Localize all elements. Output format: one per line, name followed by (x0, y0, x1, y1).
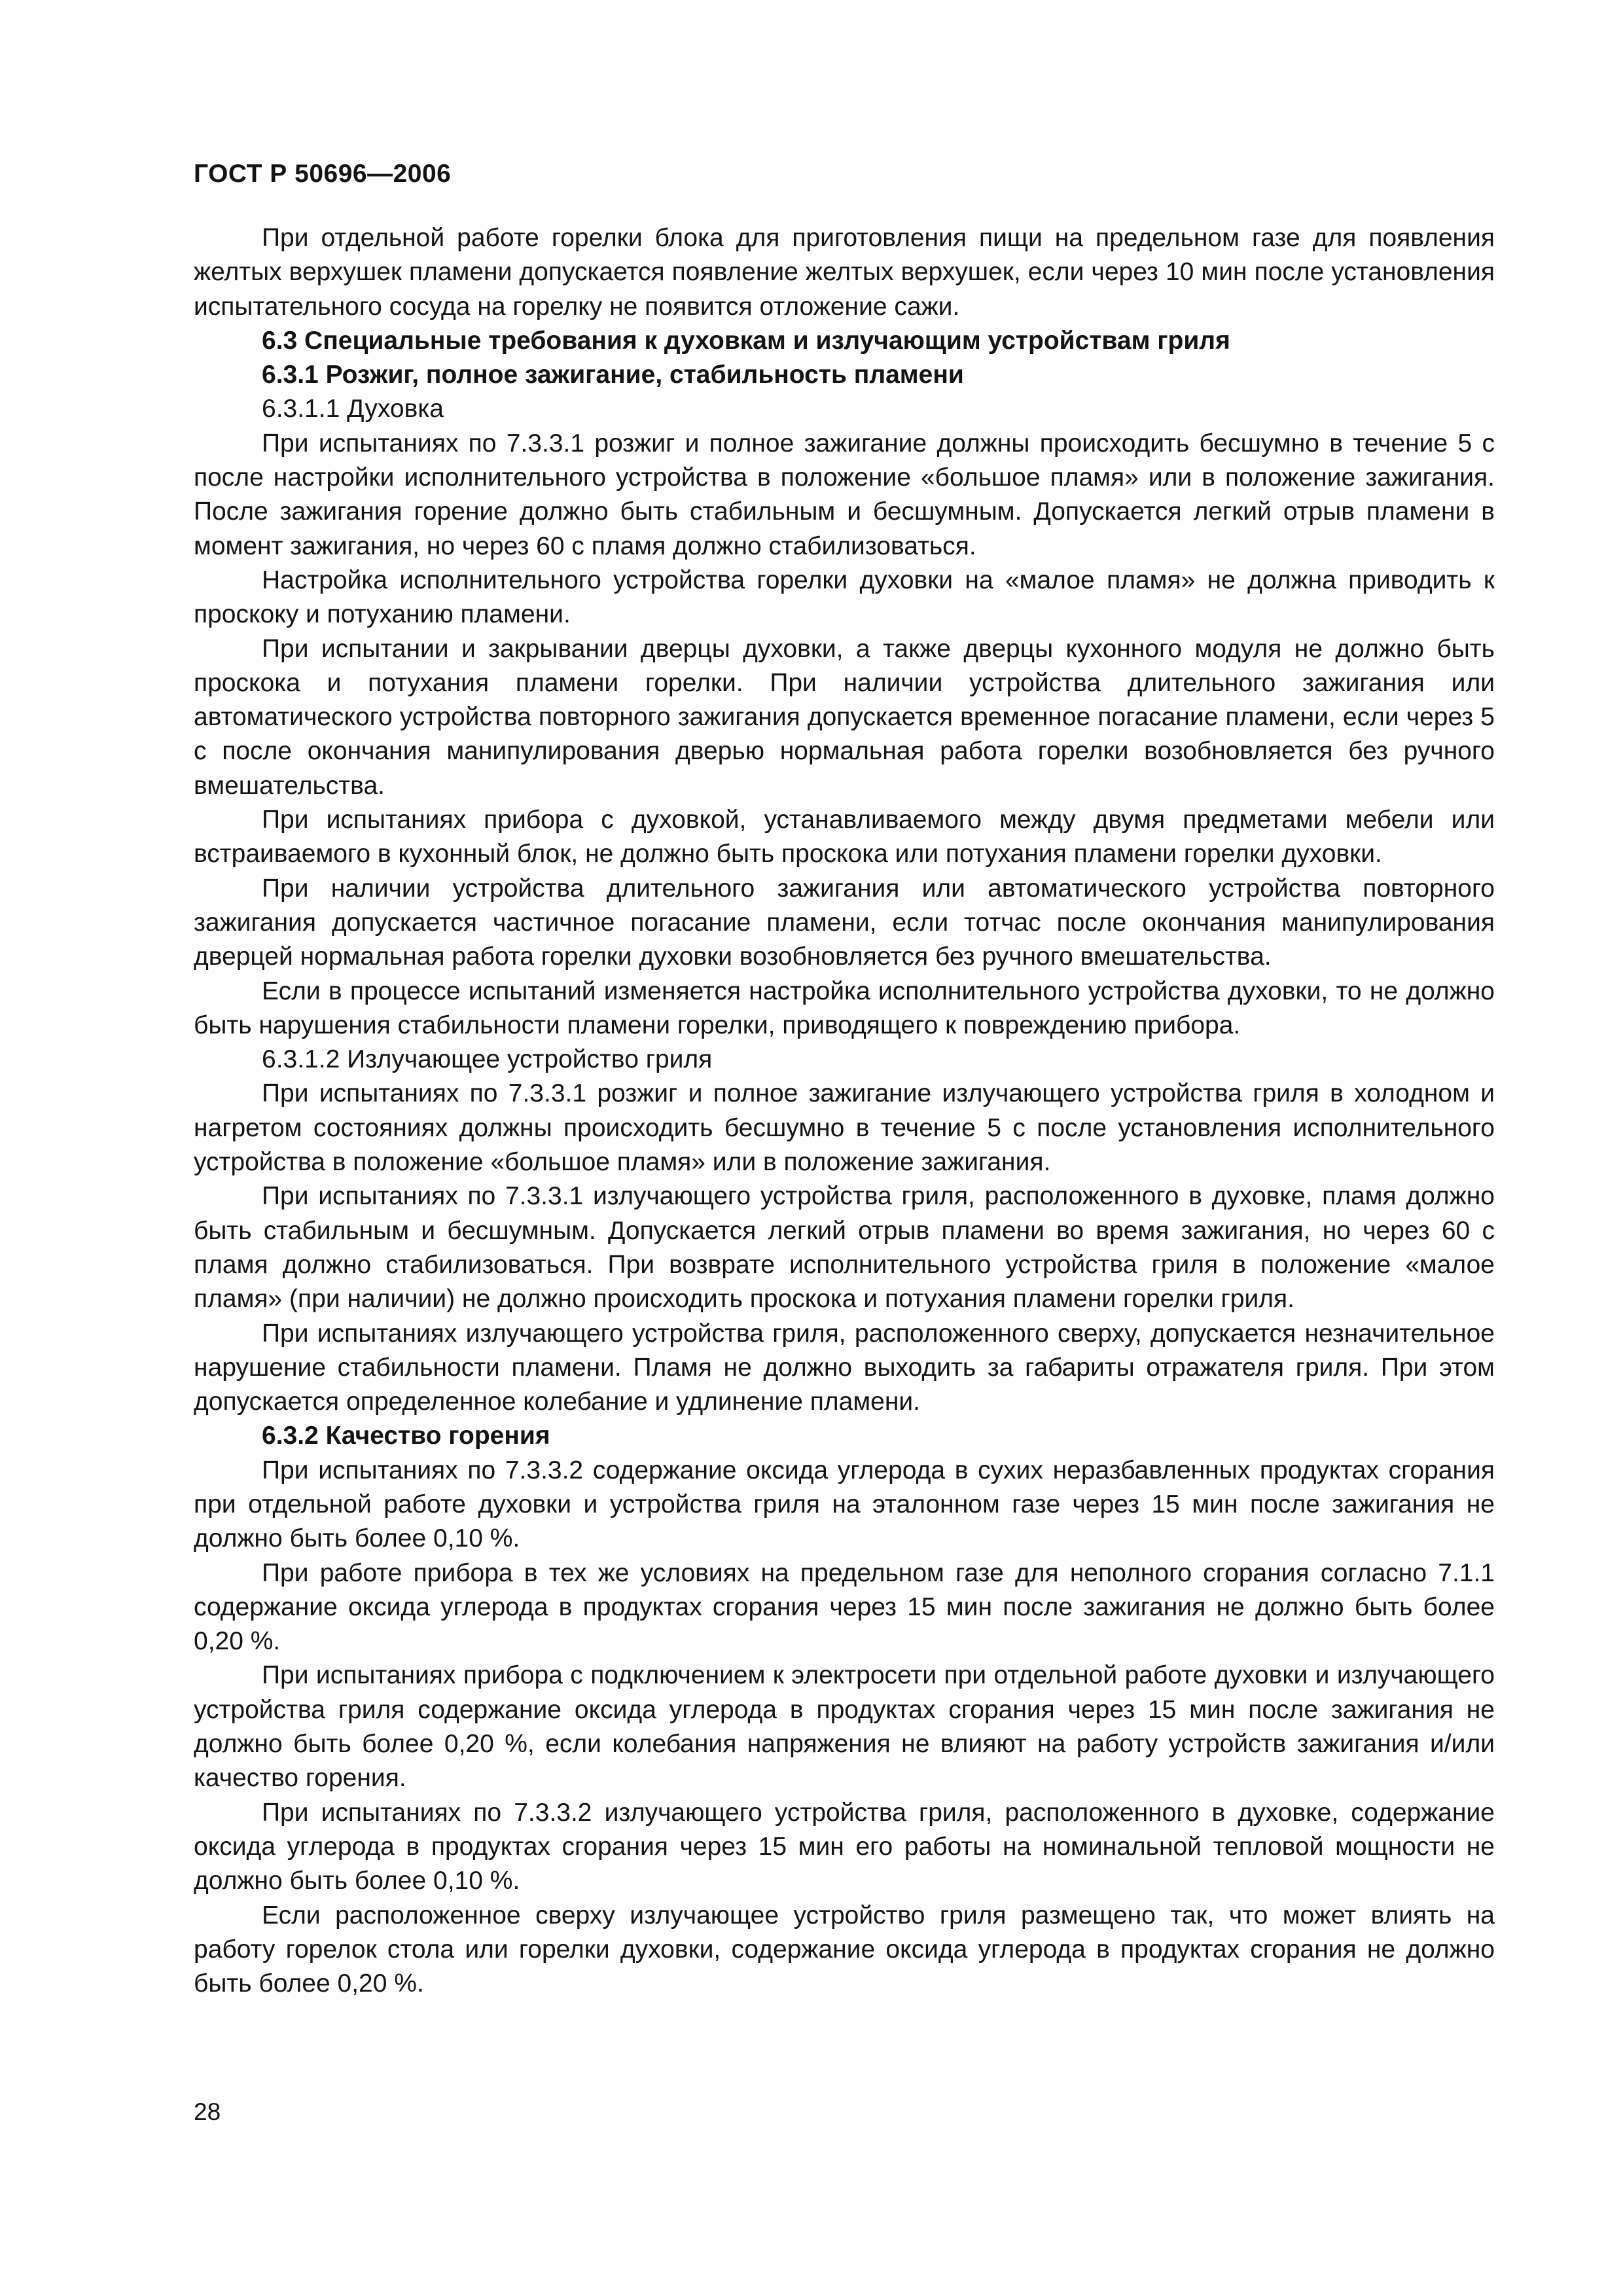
paragraph: При испытаниях прибора с подключением к электросети при отдельной работе духовки и излучающего устройства гриля содержание оксида углерода в продуктах сгорания через 15 мин после зажигания не должно быть более 0,20 %, если колебания напряжения не влияют на работу устройств зажигания и/или качество горения. (194, 1661, 1495, 1793)
paragraph: При испытаниях по 7.3.3.1 розжиг и полное зажигание излучающего устройства гриля в холодном и нагретом состояниях должны происходить бесшумно в течение 5 с после установления исполнительного устройства в положение «большое пламя» или в положение зажигания. (194, 1079, 1495, 1177)
paragraph: При испытаниях по 7.3.3.2 содержание оксида углерода в сухих неразбавленных продуктах сгорания при отдельной работе духовки и устройства гриля на эталонном газе через 15 мин после зажигания не должно быть более 0,10 %. (194, 1456, 1495, 1553)
paragraph: При испытаниях прибора с духовкой, устанавливаемого между двумя предметами мебели или встраиваемого в кухонный блок, не должно быть проскока или потухания пламени горелки духовки. (194, 806, 1495, 869)
paragraph: Настройка исполнительного устройства горелки духовки на «малое пламя» не должна приводить к проскоку и потуханию пламени. (194, 565, 1495, 629)
section-heading-6-3-2: 6.3.2 Качество горения (262, 1422, 550, 1450)
paragraph: При испытаниях излучающего устройства гриля, расположенного сверху, допускается незначительное нарушение стабильности пламени. Пламя не должно выходить за габариты отражателя гриля. При этом допускается определенное колебание и удлинение пламени. (194, 1319, 1495, 1416)
paragraph: При отдельной работе горелки блока для приготовления пищи на предельном газе для появления желтых верхушек пламени допускается появление желтых верхушек, если через 10 мин после установления испытательного сосуда на горелку не появится отложение сажи. (194, 224, 1495, 321)
subsection-heading-6-3-1-2: 6.3.1.2 Излучающее устройство гриля (262, 1045, 713, 1074)
page-number: 28 (194, 2098, 221, 2125)
paragraph: При испытаниях по 7.3.3.2 излучающего устройства гриля, расположенного в духовке, содержание оксида углерода в продуктах сгорания через 15 мин его работы на номинальной тепловой мощности не должно быть более 0,10 %. (194, 1798, 1495, 1895)
section-heading-6-3-1: 6.3.1 Розжиг, полное зажигание, стабильность пламени (262, 361, 964, 389)
paragraph: При испытаниях по 7.3.3.1 розжиг и полное зажигание должны происходить бесшумно в течение 5 с после настройки исполнительного устройства в положение «большое пламя» или в положение зажигания. После зажигания горение должно быть стабильным и бесшумным. Допускается легкий отрыв пламени в момент зажигания, но через 60 с пламя должно стабилизоваться. (194, 429, 1495, 560)
paragraph: При наличии устройства длительного зажигания или автоматического устройства повторного зажигания допускается частичное погасание пламени, если тотчас после окончания манипулирования дверцей нормальная работа горелки духовки возобновляется без ручного вмешательства. (194, 874, 1495, 971)
paragraph: При работе прибора в тех же условиях на предельном газе для неполного сгорания согласно 7.1.1 содержание оксида углерода в продуктах сгорания через 15 мин после зажигания не должно быть более 0,20 %. (194, 1558, 1495, 1656)
document-header: ГОСТ Р 50696—2006 (194, 160, 452, 188)
paragraph: При испытании и закрывании дверцы духовки, а также дверцы кухонного модуля не должно быть проскока и потухания пламени горелки. При наличии устройства длительного зажигания или автоматического устройства повторного зажигания допускается временное погасание пламени, если через 5 с после окончания манипулирования дверью нормальная работа горелки возобновляется без ручного вмешательства. (194, 634, 1495, 800)
document-body (194, 221, 1495, 2001)
paragraph: Если в процессе испытаний изменяется настройка исполнительного устройства духовки, то не должно быть нарушения стабильности пламени горелки, приводящего к повреждению прибора. (194, 977, 1495, 1039)
paragraph: Если расположенное сверху излучающее устройство гриля размещено так, что может влиять на работу горелок стола или горелки духовки, содержание оксида углерода в продуктах сгорания не должно быть более 0,20 %. (194, 1901, 1495, 1998)
subsection-heading-6-3-1-1: 6.3.1.1 Духовка (262, 395, 444, 423)
paragraph: При испытаниях по 7.3.3.1 излучающего устройства гриля, расположенного в духовке, пламя должно быть стабильным и бесшумным. Допускается легкий отрыв пламени во время зажигания, но через 60 с пламя должно стабилизоваться. При возврате исполнительного устройства гриля в положение «малое пламя» (при наличии) не должно происходить проскока и потухания пламени горелки гриля. (194, 1182, 1495, 1314)
section-heading-6-3: 6.3 Специальные требования к духовкам и излучающим устройствам гриля (262, 326, 1230, 355)
